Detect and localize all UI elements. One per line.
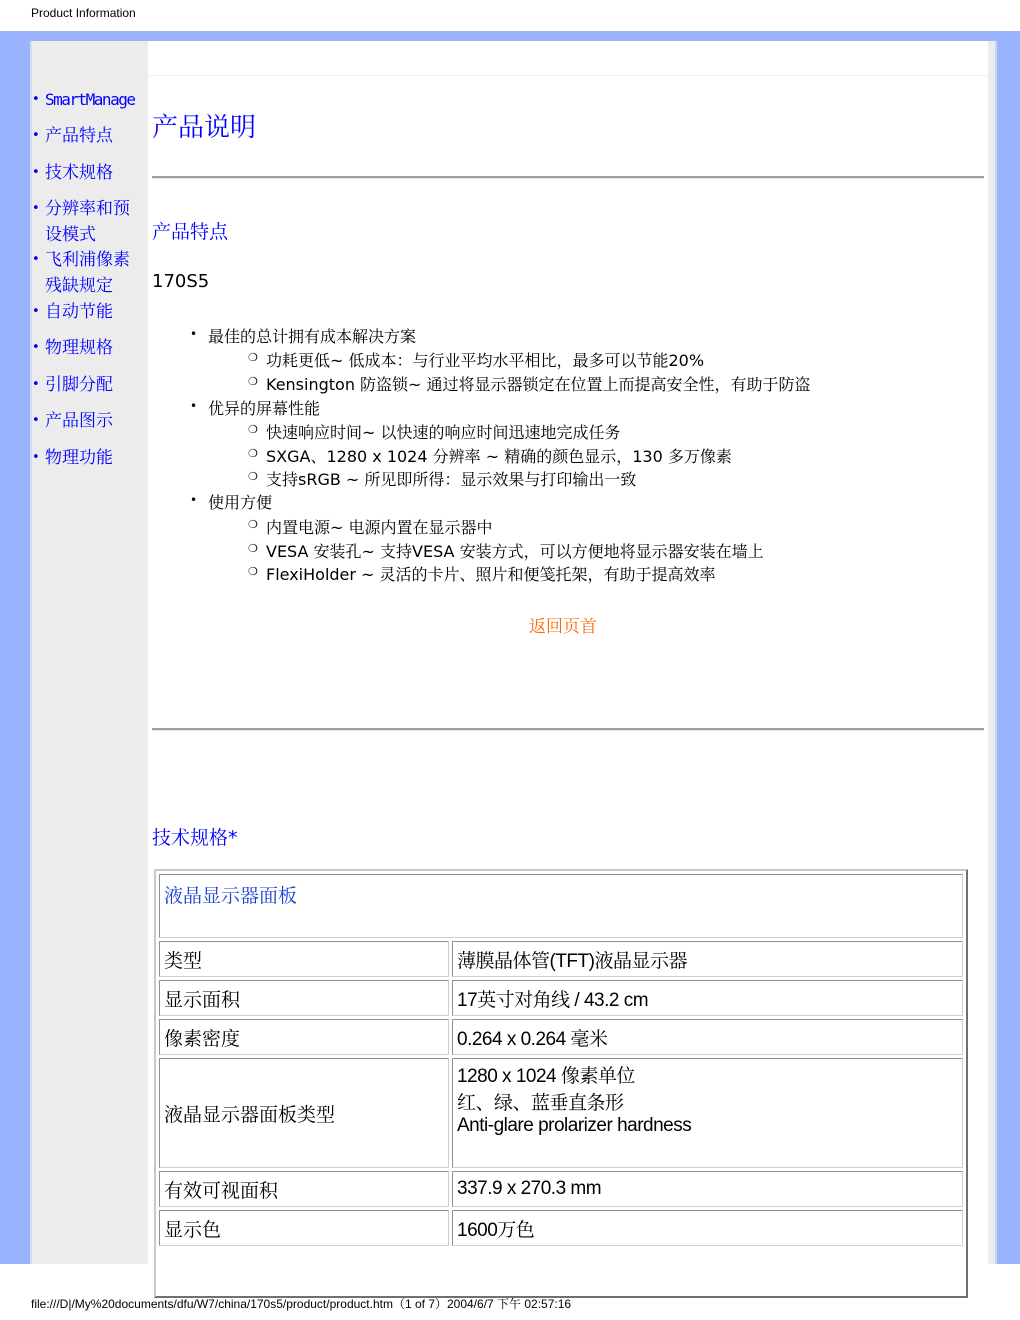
circle-bullet-icon: ❍ (248, 423, 258, 436)
table-row (159, 1249, 963, 1293)
sidebar-item-label[interactable]: 产品图示 (45, 411, 113, 431)
sidebar-item-label[interactable]: 技术规格 (45, 163, 113, 183)
circle-bullet-icon: ❍ (248, 518, 258, 531)
spec-value: 1280 x 1024 像素单位 红、绿、蓝垂直条形 Anti-glare prolarizer hardness (452, 1058, 963, 1168)
bullet-icon: • (190, 493, 198, 507)
circle-bullet-icon: ❍ (248, 351, 258, 364)
spec-value: 0.264 x 0.264 毫米 (452, 1019, 963, 1055)
sidebar-item-label[interactable]: 分辨率和预设模式 (45, 199, 130, 245)
specs-heading: 技术规格* (152, 827, 238, 849)
circle-bullet-icon: ❍ (248, 375, 258, 388)
sidebar-item-label[interactable]: 自动节能 (45, 302, 113, 322)
main-content: 产品说明 产品特点 170S5 • 最佳的总计拥有成本解决方案 ❍ 功耗更低~ 低成本：与行业平均水平相比，最多可以节能20% ❍ Kensington 防盗锁~ 通过将显示器锁定在位置上而提高安全性，有助于防盗 • 优异的屏幕性能 ❍ 快速响应时间~ 以快速的响应时间迅速地完成任务 ❍ SXGA、1280 x 1024 分辨率 ~ 精确的颜色显示，130 多万像素 ❍ 支持sRGB ~ 所见即所得：显示效果与打印输出一致 • 使用方便 ❍ 内置电源~ 电源内置在显示器中 ❍ VESA 安装孔~ 支持VESA 安装方式，可以方便地将显示器安装在墙上 ❍ FlexiHolder ~ 灵活的卡片、照片和便笺托架，有助于提高效率 返回页首 技术规格* 液晶显示器面板 类型 薄膜晶体管(TFT)液晶显示器 显示面积 17英寸对角线 / 43.2 cm 像素密度 0.264 x 0.264 毫米 液晶显示器面板类型 1280 x 1024 像素单位 红、绿、蓝垂直条形 Anti-glare prolarizer hardness 有效可视面积 337.9 x 270.3 mm 显示色 1600万色 (148, 41, 988, 1264)
spec-section-header: 液晶显示器面板 (159, 874, 963, 938)
spec-value: 17英寸对角线 / 43.2 cm (452, 980, 963, 1016)
bullet-icon: • (32, 340, 40, 355)
table-row (159, 1171, 963, 1207)
table-row (159, 1058, 963, 1168)
bullet-icon: • (32, 128, 40, 143)
sidebar-item-label[interactable]: 物理功能 (45, 448, 113, 468)
sidebar-item-label[interactable]: 引脚分配 (45, 375, 113, 395)
bullet-icon: • (32, 252, 40, 267)
spec-value: 1600万色 (452, 1210, 963, 1246)
features-heading: 产品特点 (152, 221, 229, 243)
table-row (159, 1210, 963, 1246)
circle-bullet-icon: ❍ (248, 542, 258, 555)
bullet-icon: • (32, 304, 40, 319)
spec-key: 有效可视面积 (159, 1171, 449, 1207)
bullet-icon: • (32, 377, 40, 392)
bullet-icon: • (190, 327, 198, 341)
footer-path: file:///D|/My%20documents/dfu/W7/china/170s5/product/product.htm（1 of 7）2004/6/7 下午 02:57:16 (31, 1297, 572, 1311)
bullet-icon: • (32, 201, 40, 216)
spec-key: 显示面积 (159, 980, 449, 1016)
spec-key: 类型 (159, 941, 449, 977)
circle-bullet-icon: ❍ (248, 447, 258, 460)
table-row (159, 980, 963, 1016)
sidebar-item-label[interactable]: SmartManage (45, 90, 135, 109)
spec-value: 薄膜晶体管(TFT)液晶显示器 (452, 941, 963, 977)
table-row (159, 1019, 963, 1055)
spec-key: 液晶显示器面板类型 (159, 1058, 449, 1168)
bullet-icon: • (190, 399, 198, 413)
spec-value: 337.9 x 270.3 mm (452, 1171, 963, 1207)
circle-bullet-icon: ❍ (248, 565, 258, 578)
divider (152, 176, 984, 179)
window-title: Product Information (31, 6, 136, 20)
spec-key: 显示色 (159, 1210, 449, 1246)
spec-table (154, 869, 968, 1298)
top-divider (148, 75, 988, 76)
bullet-icon: • (32, 92, 40, 107)
bullet-icon: • (32, 165, 40, 180)
back-to-top-link[interactable]: 返回页首 (529, 617, 597, 637)
divider (152, 728, 984, 731)
sidebar (32, 41, 148, 1264)
sidebar-item-label[interactable]: 产品特点 (45, 126, 113, 146)
circle-bullet-icon: ❍ (248, 470, 258, 483)
table-row (159, 941, 963, 977)
sidebar-item-label[interactable]: 飞利浦像素残缺规定 (45, 250, 130, 296)
model-name: 170S5 (152, 271, 210, 292)
page-frame (0, 31, 1020, 1264)
bullet-icon: • (32, 413, 40, 428)
bullet-icon: • (32, 450, 40, 465)
sidebar-item-label[interactable]: 物理规格 (45, 338, 113, 358)
page-title: 产品说明 (152, 113, 257, 143)
table-row (159, 874, 963, 938)
spec-key: 像素密度 (159, 1019, 449, 1055)
